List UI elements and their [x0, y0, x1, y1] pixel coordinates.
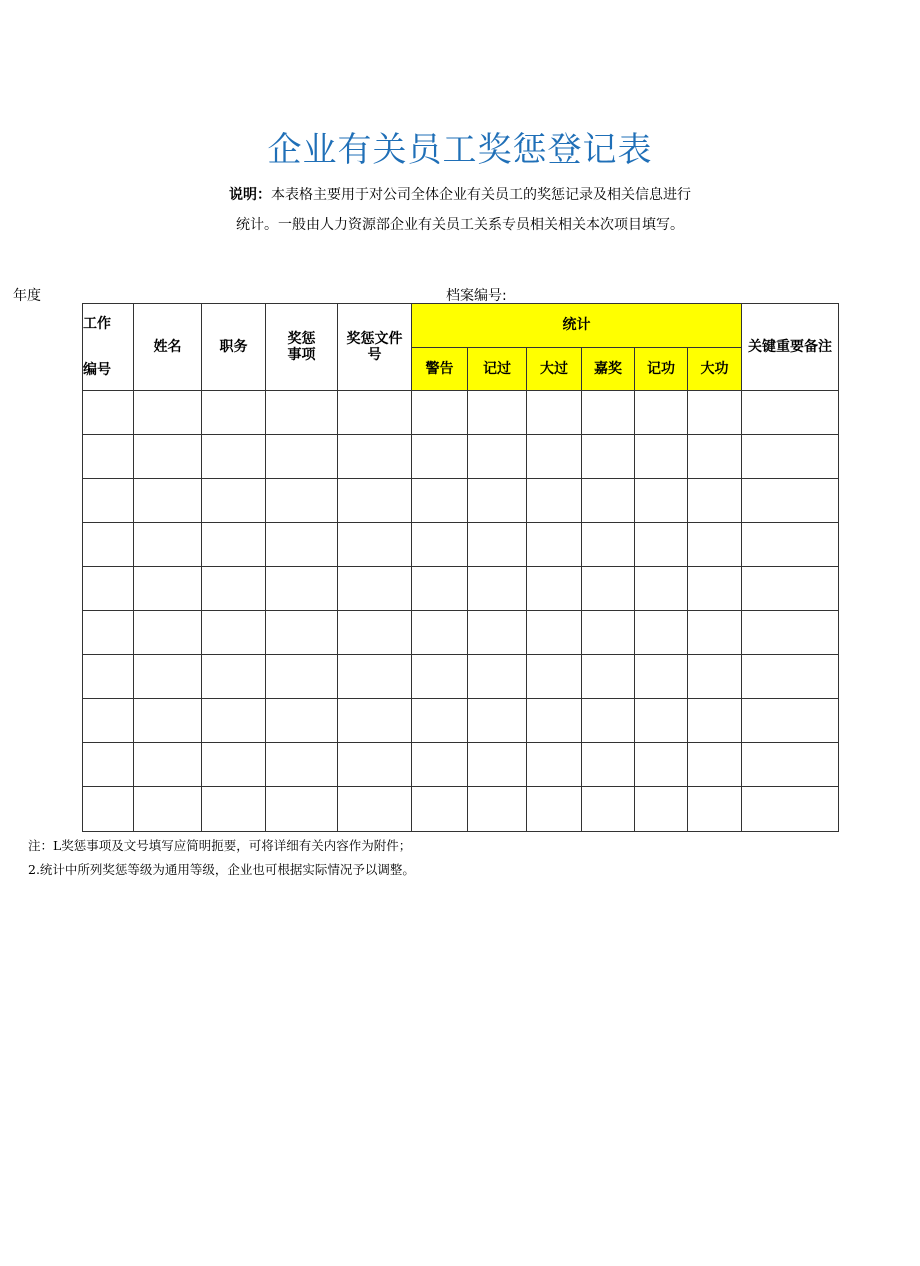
table-cell[interactable]	[742, 787, 839, 832]
table-cell[interactable]	[134, 787, 202, 832]
header-warning: 警告	[412, 348, 468, 391]
table-cell[interactable]	[468, 743, 527, 787]
table-row	[83, 391, 839, 435]
table-cell[interactable]	[202, 567, 266, 611]
table-cell[interactable]	[635, 655, 688, 699]
table-cell[interactable]	[412, 391, 468, 435]
table-cell[interactable]	[468, 611, 527, 655]
table-cell[interactable]	[134, 611, 202, 655]
header-statistics: 统计	[412, 304, 742, 348]
table-cell[interactable]	[635, 479, 688, 523]
table-cell[interactable]	[688, 523, 742, 567]
table-cell[interactable]	[742, 435, 839, 479]
table-cell[interactable]	[468, 435, 527, 479]
table-cell[interactable]	[582, 743, 635, 787]
table-cell[interactable]	[468, 787, 527, 832]
table-cell[interactable]	[202, 435, 266, 479]
table-cell[interactable]	[412, 699, 468, 743]
table-cell[interactable]	[338, 391, 412, 435]
table-cell[interactable]	[202, 787, 266, 832]
table-cell[interactable]	[635, 435, 688, 479]
table-cell[interactable]	[266, 567, 338, 611]
table-cell[interactable]	[134, 567, 202, 611]
header-name: 姓名	[134, 304, 202, 391]
table-cell[interactable]	[134, 523, 202, 567]
table-cell[interactable]	[742, 391, 839, 435]
table-row	[83, 699, 839, 743]
header-work-number	[83, 304, 134, 391]
table-cell[interactable]	[202, 743, 266, 787]
table-cell[interactable]	[134, 479, 202, 523]
table-cell[interactable]	[338, 743, 412, 787]
table-cell[interactable]	[582, 655, 635, 699]
table-cell[interactable]	[582, 391, 635, 435]
table-cell[interactable]	[134, 435, 202, 479]
table-cell[interactable]	[266, 391, 338, 435]
table-cell[interactable]	[266, 479, 338, 523]
table-cell[interactable]	[83, 787, 134, 832]
table-cell[interactable]	[338, 699, 412, 743]
table-cell[interactable]	[83, 391, 134, 435]
table-cell[interactable]	[338, 479, 412, 523]
table-cell[interactable]	[688, 611, 742, 655]
note-line-2: 2.统计中所列奖惩等级为通用等级，企业也可根据实际情况予以调整。	[28, 862, 415, 877]
table-cell[interactable]	[338, 435, 412, 479]
description-line-1	[0, 184, 920, 204]
table-cell[interactable]	[582, 435, 635, 479]
page-title: 企业有关员工奖惩登记表	[267, 130, 653, 170]
table-cell[interactable]	[635, 523, 688, 567]
table-cell[interactable]	[134, 699, 202, 743]
archive-number-label: 档案编号:	[446, 288, 507, 304]
table-cell[interactable]	[134, 655, 202, 699]
table-cell[interactable]	[468, 391, 527, 435]
header-merit: 记功	[635, 348, 688, 391]
table-cell[interactable]	[412, 523, 468, 567]
table-row	[83, 523, 839, 567]
table-cell[interactable]	[527, 391, 582, 435]
table-cell[interactable]	[83, 743, 134, 787]
description-line-2: 统计。一般由人力资源部企业有关员工关系专员相关相关本次项目填写。	[236, 217, 684, 233]
table-cell[interactable]	[635, 787, 688, 832]
table-cell[interactable]	[688, 567, 742, 611]
table-cell[interactable]	[527, 567, 582, 611]
table-cell[interactable]	[635, 567, 688, 611]
table-cell[interactable]	[266, 611, 338, 655]
table-cell[interactable]	[635, 743, 688, 787]
table-cell[interactable]	[202, 611, 266, 655]
table-cell[interactable]	[527, 479, 582, 523]
table-cell[interactable]	[412, 743, 468, 787]
table-cell[interactable]	[527, 435, 582, 479]
table-cell[interactable]	[688, 743, 742, 787]
table-row	[83, 787, 839, 832]
table-cell[interactable]	[742, 743, 839, 787]
header-major-merit: 大功	[688, 348, 742, 391]
year-label: 年度	[13, 288, 41, 304]
description-label: 说明：	[229, 187, 271, 203]
table-row	[83, 743, 839, 787]
table-cell[interactable]	[83, 479, 134, 523]
table-cell[interactable]	[688, 699, 742, 743]
header-work-number-line1: 工作	[83, 316, 111, 332]
table-cell[interactable]	[742, 699, 839, 743]
table-cell[interactable]	[688, 787, 742, 832]
header-matter	[266, 304, 338, 391]
table-cell[interactable]	[742, 479, 839, 523]
table-cell[interactable]	[83, 611, 134, 655]
table-cell[interactable]	[83, 567, 134, 611]
table-cell[interactable]	[202, 655, 266, 699]
table-cell[interactable]	[527, 611, 582, 655]
table-cell[interactable]	[742, 523, 839, 567]
table-cell[interactable]	[688, 479, 742, 523]
header-commendation: 嘉奖	[582, 348, 635, 391]
table-cell[interactable]	[527, 523, 582, 567]
table-row	[83, 567, 839, 611]
table-cell[interactable]	[83, 435, 134, 479]
table-cell[interactable]	[134, 391, 202, 435]
table-cell[interactable]	[266, 743, 338, 787]
table-cell[interactable]	[582, 787, 635, 832]
table-cell[interactable]	[582, 479, 635, 523]
table-cell[interactable]	[412, 655, 468, 699]
reward-punishment-table	[82, 303, 839, 832]
table-cell[interactable]	[338, 611, 412, 655]
table-cell[interactable]	[582, 567, 635, 611]
table-cell[interactable]	[688, 435, 742, 479]
header-remarks: 关键重要备注	[742, 304, 839, 391]
table-cell[interactable]	[266, 523, 338, 567]
table-cell[interactable]	[266, 699, 338, 743]
table-cell[interactable]	[266, 787, 338, 832]
header-work-number-line2: 编号	[83, 362, 111, 378]
table-cell[interactable]	[635, 699, 688, 743]
table-cell[interactable]	[688, 655, 742, 699]
table-cell[interactable]	[582, 611, 635, 655]
table-cell[interactable]	[527, 787, 582, 832]
table-cell[interactable]	[468, 479, 527, 523]
table-cell[interactable]	[527, 699, 582, 743]
table-cell[interactable]	[134, 743, 202, 787]
table-cell[interactable]	[468, 523, 527, 567]
header-demerit: 记过	[468, 348, 527, 391]
table-cell[interactable]	[635, 391, 688, 435]
table-cell[interactable]	[468, 699, 527, 743]
header-document-line1: 奖惩文件	[346, 330, 403, 347]
description-text-1: 本表格主要用于对公司全体企业有关员工的奖惩记录及相关信息进行	[271, 187, 691, 203]
table-cell[interactable]	[83, 699, 134, 743]
table-cell[interactable]	[582, 523, 635, 567]
header-matter-line1: 奖惩	[287, 330, 316, 347]
table-cell[interactable]	[412, 567, 468, 611]
table-body	[83, 391, 839, 832]
header-document-number	[338, 304, 412, 391]
table-cell[interactable]	[635, 611, 688, 655]
header-position: 职务	[202, 304, 266, 391]
table-row	[83, 611, 839, 655]
table-cell[interactable]	[412, 435, 468, 479]
table-cell[interactable]	[338, 523, 412, 567]
header-major-demerit: 大过	[527, 348, 582, 391]
table-row	[83, 655, 839, 699]
table-cell[interactable]	[202, 523, 266, 567]
table-cell[interactable]	[338, 787, 412, 832]
table-cell[interactable]	[527, 743, 582, 787]
header-document-line2: 号	[367, 347, 382, 363]
table-cell[interactable]	[202, 479, 266, 523]
table-cell[interactable]	[742, 611, 839, 655]
table-row	[83, 479, 839, 523]
table-cell[interactable]	[582, 699, 635, 743]
table-cell[interactable]	[83, 655, 134, 699]
table-cell[interactable]	[468, 655, 527, 699]
table-cell[interactable]	[338, 655, 412, 699]
table-cell[interactable]	[202, 391, 266, 435]
table-cell[interactable]	[266, 655, 338, 699]
note-line-1: 注：L奖惩事项及文号填写应简明扼要，可将详细有关内容作为附件；	[28, 838, 412, 853]
table-cell[interactable]	[412, 479, 468, 523]
table-cell[interactable]	[527, 655, 582, 699]
table-cell[interactable]	[742, 567, 839, 611]
table-cell[interactable]	[266, 435, 338, 479]
table-cell[interactable]	[412, 611, 468, 655]
table-row	[83, 435, 839, 479]
table-cell[interactable]	[688, 391, 742, 435]
table-cell[interactable]	[202, 699, 266, 743]
table-cell[interactable]	[468, 567, 527, 611]
table-cell[interactable]	[338, 567, 412, 611]
header-matter-line2: 事项	[287, 347, 316, 363]
table-cell[interactable]	[742, 655, 839, 699]
header-row-1	[83, 304, 839, 348]
table-cell[interactable]	[83, 523, 134, 567]
table-cell[interactable]	[412, 787, 468, 832]
